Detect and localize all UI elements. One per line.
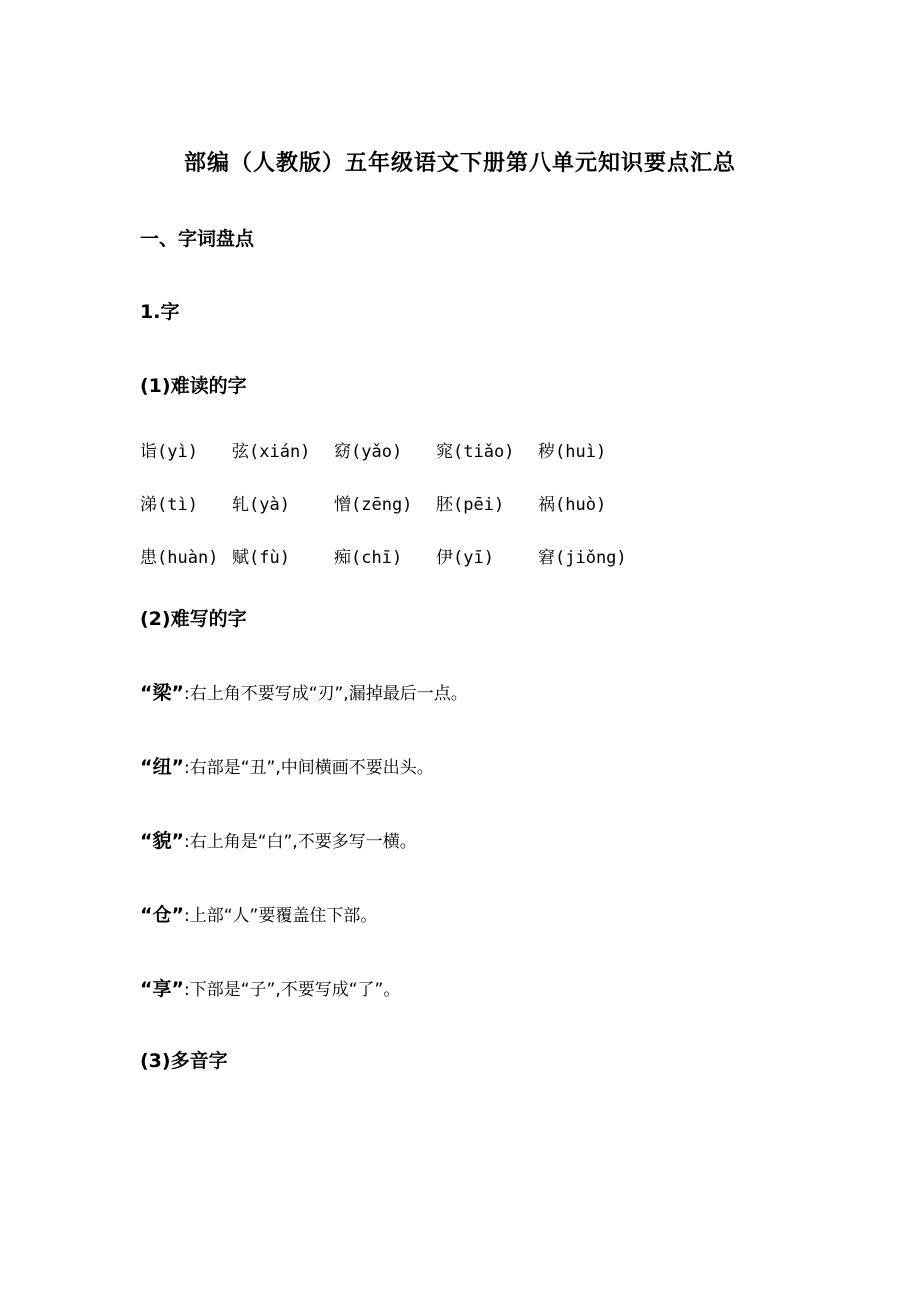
section-heading-vocabulary: 一、字词盘点: [140, 228, 255, 250]
character-item: 秽(huì): [538, 442, 607, 462]
character-item: 弦(xián): [232, 442, 311, 462]
character-item: 祸(huò): [538, 495, 607, 515]
writing-note: [140, 678, 468, 705]
character-item: 痴(chī): [334, 548, 403, 568]
character-item: 伊(yī): [436, 548, 494, 568]
character-item: 胚(pēi): [436, 495, 505, 515]
note-text: :上部“人”要覆盖住下部。: [183, 906, 378, 926]
writing-note: [140, 974, 400, 1001]
page-title: 部编（人教版）五年级语文下册第八单元知识要点汇总: [183, 151, 736, 176]
note-character: “享”: [140, 978, 184, 1000]
writing-note: [140, 752, 434, 779]
note-character: “纽”: [140, 756, 184, 778]
character-item: 窕(tiǎo): [436, 442, 515, 462]
note-character: “貌”: [140, 830, 184, 852]
note-text: :右上角是“白”,不要多写一横。: [183, 832, 417, 852]
writing-note: [140, 900, 377, 927]
character-item: 赋(fù): [232, 548, 290, 568]
note-character: “仓”: [140, 904, 184, 926]
character-item: 窈(yǎo): [334, 442, 403, 462]
part-heading-hard-to-read: (1)难读的字: [140, 375, 247, 397]
subsection-heading-characters: 1.字: [140, 301, 180, 323]
part-heading-hard-to-write: (2)难写的字: [140, 608, 247, 630]
character-item: 患(huàn): [140, 548, 219, 568]
character-item: 窘(jiǒng): [538, 548, 627, 568]
note-text: :右上角不要写成“刃”,漏掉最后一点。: [183, 684, 468, 704]
note-text: :右部是“丑”,中间横画不要出头。: [183, 758, 434, 778]
note-character: “梁”: [140, 682, 184, 704]
part-heading-polyphonic: (3)多音字: [140, 1050, 228, 1072]
character-item: 涕(tì): [140, 495, 198, 515]
note-text: :下部是“子”,不要写成“了”。: [183, 980, 401, 1000]
character-item: 憎(zēng): [334, 495, 413, 515]
character-item: 轧(yà): [232, 495, 290, 515]
character-item: 诣(yì): [140, 442, 198, 462]
writing-note: [140, 826, 417, 853]
